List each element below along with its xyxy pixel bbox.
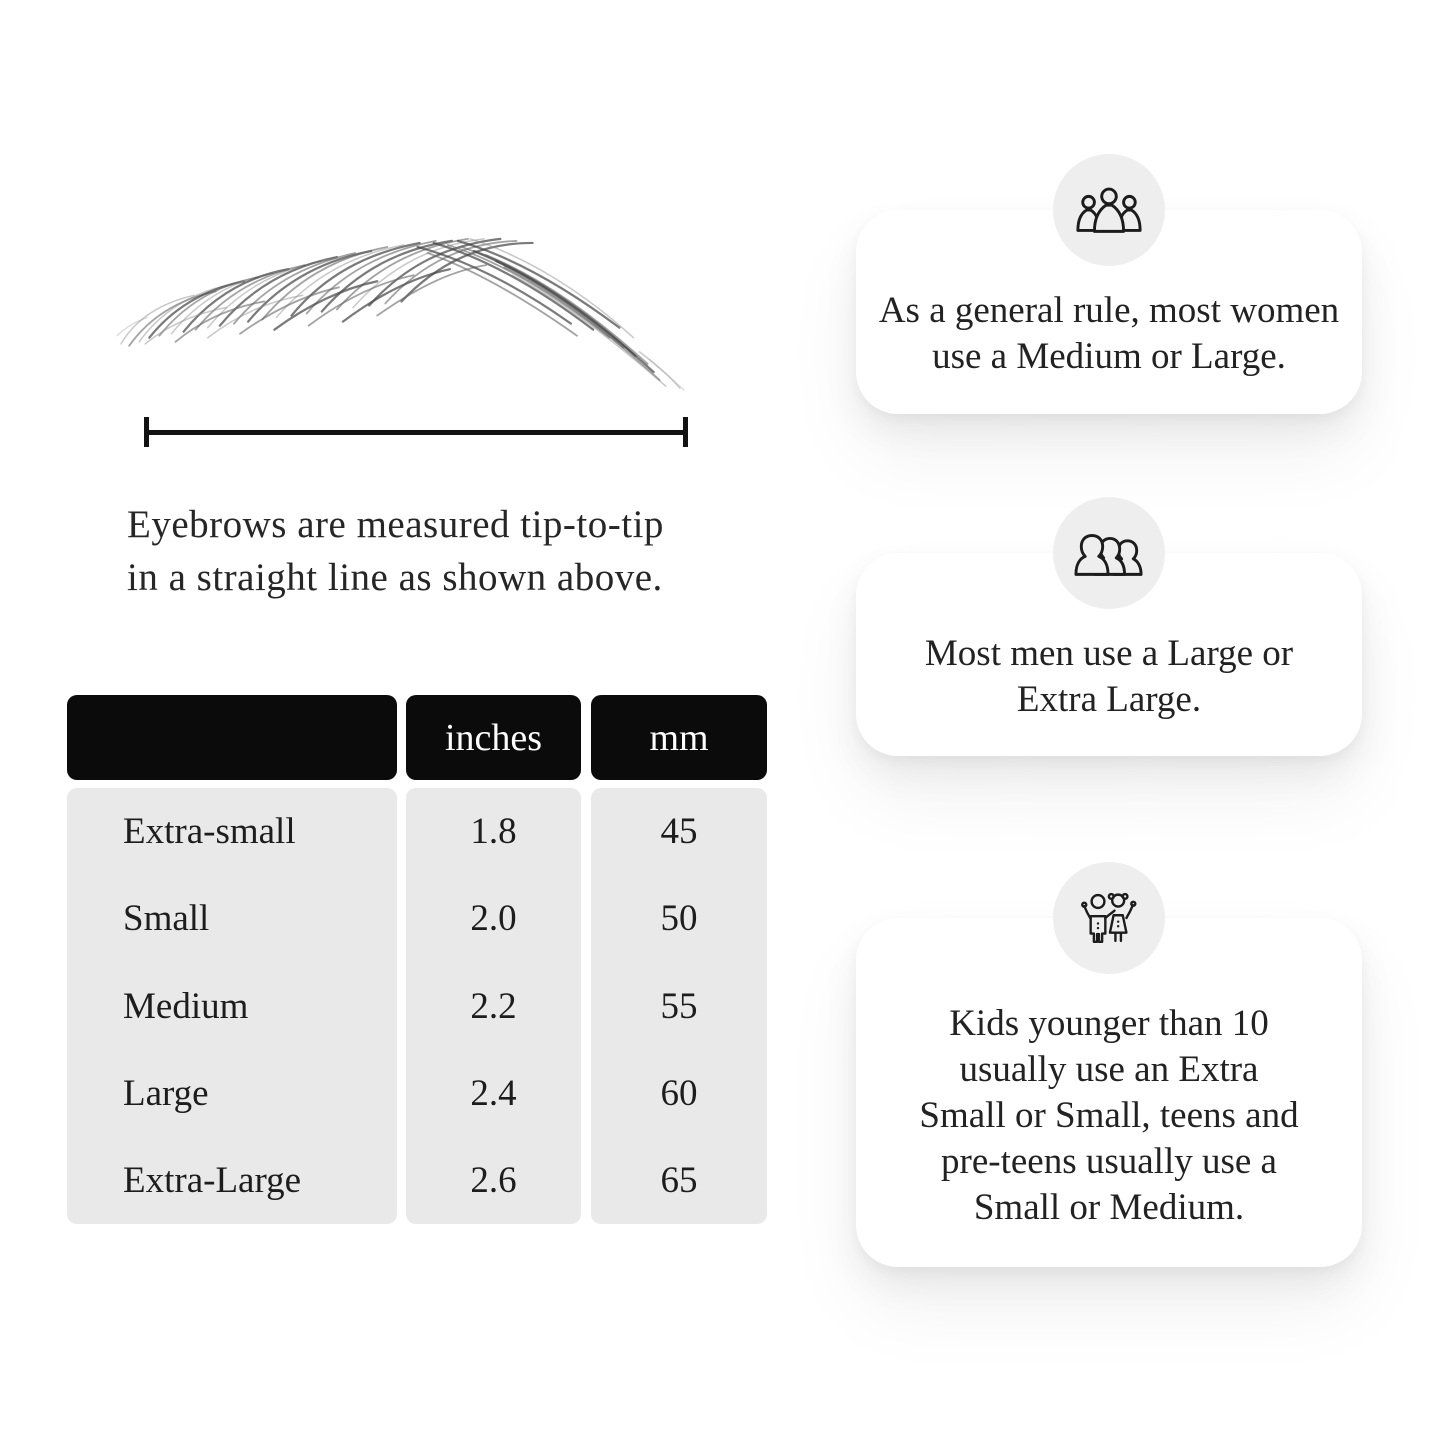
size-name-cell: Medium <box>123 985 249 1027</box>
tip-card-kids <box>856 918 1362 1267</box>
size-mm-cell: 50 <box>660 898 698 940</box>
tip-line: As a general rule, most women <box>878 290 1340 331</box>
size-name-cell: Extra-small <box>123 811 296 853</box>
size-table-header-inches: inches <box>406 695 581 780</box>
men-group-icon <box>1074 528 1144 578</box>
men-icon-circle <box>1053 497 1165 609</box>
kids-icon <box>1076 889 1142 947</box>
size-table-body-sizes <box>67 788 397 1224</box>
tip-card-men <box>856 553 1362 756</box>
size-mm-cell: 55 <box>660 985 698 1027</box>
tip-text-kids <box>919 1001 1298 1231</box>
tip-line: use a Medium or Large. <box>932 336 1286 377</box>
eyebrow-illustration <box>115 222 695 397</box>
tip-line: Small or Small, teens and <box>919 1094 1299 1136</box>
measurement-tick-left <box>144 417 149 447</box>
caption-line-1: Eyebrows are measured tip-to-tip <box>127 503 664 546</box>
size-table-header-mm: mm <box>591 695 767 780</box>
size-name-cell: Large <box>123 1072 209 1114</box>
tip-line: Small or Medium. <box>973 1186 1245 1228</box>
measurement-tick-right <box>683 417 688 447</box>
tip-text-men <box>925 631 1293 723</box>
tip-line: pre-teens usually use a <box>941 1140 1277 1182</box>
kids-icon-circle <box>1053 862 1165 974</box>
tip-line: Extra Large. <box>1016 678 1202 720</box>
size-mm-cell: 65 <box>660 1159 698 1201</box>
size-inches-cell: 2.0 <box>470 898 517 940</box>
size-inches-cell: 2.2 <box>470 985 517 1027</box>
size-inches-cell: 1.8 <box>470 811 517 853</box>
size-table-header-blank <box>67 695 397 780</box>
size-table <box>67 695 767 1224</box>
tip-line: Most men use a Large or <box>924 632 1294 674</box>
women-group-icon <box>1074 185 1144 235</box>
size-inches-cell: 2.6 <box>470 1159 517 1201</box>
size-mm-cell: 60 <box>660 1072 698 1114</box>
size-name-cell: Extra-Large <box>123 1159 302 1201</box>
size-table-column-sizes <box>67 695 397 1224</box>
measurement-line <box>146 430 686 435</box>
size-table-column-inches <box>406 695 581 1224</box>
tip-text-women <box>879 288 1339 380</box>
caption-line-2: in a straight line as shown above. <box>127 556 663 599</box>
size-table-body-mm <box>591 788 767 1224</box>
women-icon-circle <box>1053 154 1165 266</box>
size-mm-cell: 45 <box>660 811 698 853</box>
size-table-body-inches <box>406 788 581 1224</box>
tip-line: usually use an Extra <box>959 1048 1259 1090</box>
tip-line: Kids younger than 10 <box>949 1002 1269 1044</box>
size-name-cell: Small <box>123 898 210 940</box>
tip-card-women <box>856 210 1362 414</box>
size-inches-cell: 2.4 <box>470 1072 517 1114</box>
size-table-column-mm <box>591 695 767 1224</box>
measurement-caption <box>127 498 664 604</box>
